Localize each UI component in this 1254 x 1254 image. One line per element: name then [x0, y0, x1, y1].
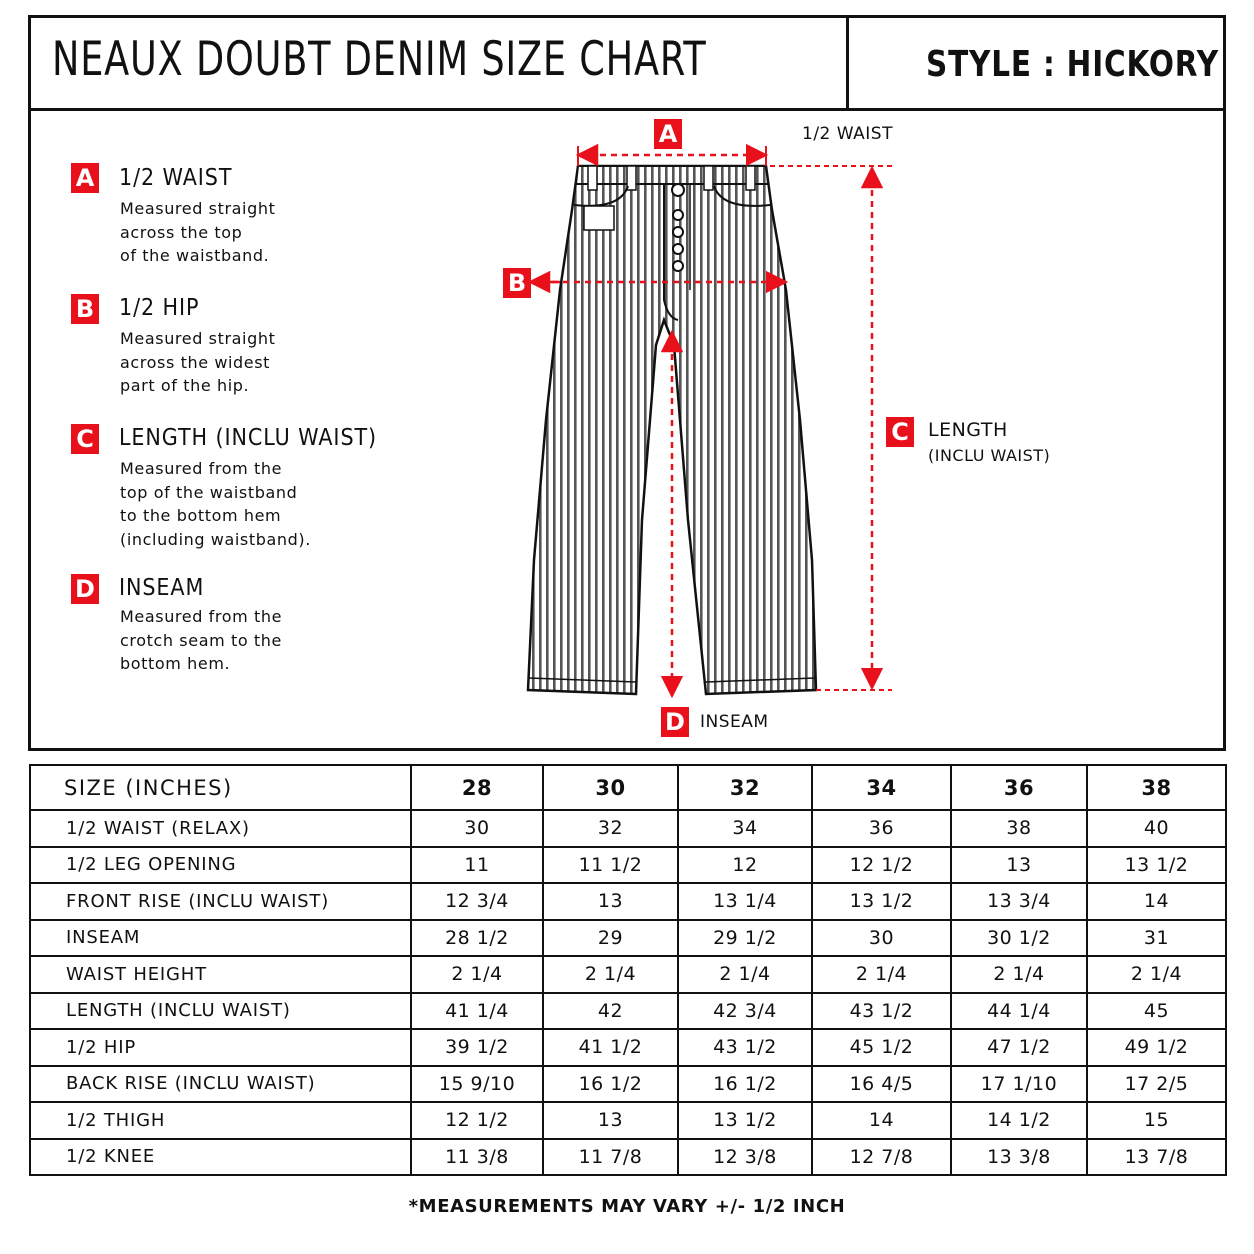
table-cell: 43 1/2 [812, 993, 951, 1030]
legend-a-title: 1/2 WAIST [119, 165, 233, 191]
table-cell: 12 3/4 [411, 883, 543, 920]
table-cell: 38 [951, 810, 1087, 847]
size-column-header: 28 [411, 765, 543, 810]
legend-b-title: 1/2 HIP [119, 295, 200, 321]
table-cell: 14 [812, 1102, 951, 1139]
table-cell: 30 [812, 920, 951, 957]
table-cell: 16 4/5 [812, 1066, 951, 1103]
diagram-c-badge: C [886, 417, 914, 447]
table-cell: 2 1/4 [678, 956, 812, 993]
diagram-b-badge: B [503, 268, 531, 298]
table-cell: 49 1/2 [1087, 1029, 1226, 1066]
table-cell: 12 1/2 [411, 1102, 543, 1139]
table-cell: 41 1/4 [411, 993, 543, 1030]
table-cell: 2 1/4 [543, 956, 678, 993]
legend-a-badge: A [71, 163, 99, 193]
table-cell: 47 1/2 [951, 1029, 1087, 1066]
size-table [29, 764, 1227, 1176]
table-cell: 11 7/8 [543, 1139, 678, 1176]
table-cell: 17 1/10 [951, 1066, 1087, 1103]
footnote: *MEASUREMENTS MAY VARY +/- 1/2 INCH [408, 1196, 846, 1217]
table-cell: 32 [543, 810, 678, 847]
size-column-header: 34 [812, 765, 951, 810]
jeans-waistband [576, 166, 768, 184]
table-row [30, 810, 1226, 847]
table-cell: 42 3/4 [678, 993, 812, 1030]
table-cell: 30 1/2 [951, 920, 1087, 957]
size-header-label: SIZE (INCHES) [30, 765, 411, 810]
table-cell: 2 1/4 [411, 956, 543, 993]
table-row [30, 1139, 1226, 1176]
row-label: FRONT RISE (INCLU WAIST) [30, 883, 411, 920]
table-cell: 11 1/2 [543, 847, 678, 884]
row-label: INSEAM [30, 920, 411, 957]
table-cell: 2 1/4 [951, 956, 1087, 993]
size-column-header: 30 [543, 765, 678, 810]
table-cell: 31 [1087, 920, 1226, 957]
table-cell: 13 3/4 [951, 883, 1087, 920]
table-row [30, 1066, 1226, 1103]
table-row [30, 956, 1226, 993]
table-header-row [30, 765, 1226, 810]
legend-c-badge: C [71, 424, 99, 454]
row-label: 1/2 THIGH [30, 1102, 411, 1139]
row-label: WAIST HEIGHT [30, 956, 411, 993]
table-cell: 12 1/2 [812, 847, 951, 884]
table-cell: 14 [1087, 883, 1226, 920]
legend-b-description: Measured straight across the widest part of the hip. [120, 329, 276, 395]
table-cell: 17 2/5 [1087, 1066, 1226, 1103]
table-body [30, 810, 1226, 1175]
diagram-d-badge: D [661, 707, 689, 737]
table-cell: 36 [812, 810, 951, 847]
legend-c-title: LENGTH (INCLU WAIST) [119, 425, 378, 451]
table-cell: 16 1/2 [678, 1066, 812, 1103]
table-cell: 15 [1087, 1102, 1226, 1139]
table-cell: 30 [411, 810, 543, 847]
style-label: STYLE : HICKORY [926, 44, 1219, 85]
legend-b-badge: B [71, 294, 99, 324]
size-column-header: 38 [1087, 765, 1226, 810]
table-cell: 34 [678, 810, 812, 847]
table-cell: 42 [543, 993, 678, 1030]
table-row [30, 847, 1226, 884]
table-cell: 13 [543, 1102, 678, 1139]
table-cell: 39 1/2 [411, 1029, 543, 1066]
legend-d-title: INSEAM [119, 575, 205, 601]
table-cell: 13 1/2 [1087, 847, 1226, 884]
table-cell: 45 [1087, 993, 1226, 1030]
table-cell: 45 1/2 [812, 1029, 951, 1066]
row-label: BACK RISE (INCLU WAIST) [30, 1066, 411, 1103]
legend-a-description: Measured straight across the top of the waistband. [120, 199, 276, 265]
row-label: 1/2 WAIST (RELAX) [30, 810, 411, 847]
table-cell: 11 [411, 847, 543, 884]
table-row [30, 920, 1226, 957]
jeans-body [528, 166, 816, 694]
row-label: 1/2 HIP [30, 1029, 411, 1066]
table-cell: 14 1/2 [951, 1102, 1087, 1139]
size-column-header: 32 [678, 765, 812, 810]
table-cell: 28 1/2 [411, 920, 543, 957]
table-cell: 13 [951, 847, 1087, 884]
row-label: LENGTH (INCLU WAIST) [30, 993, 411, 1030]
table-cell: 13 1/2 [678, 1102, 812, 1139]
diagram-length-label: LENGTH [928, 419, 1008, 441]
table-cell: 2 1/4 [812, 956, 951, 993]
legend-c-description: Measured from the top of the waistband to the bottom hem (including waistband). [120, 459, 311, 549]
table-cell: 29 1/2 [678, 920, 812, 957]
table-row [30, 993, 1226, 1030]
table-cell: 41 1/2 [543, 1029, 678, 1066]
table-cell: 12 [678, 847, 812, 884]
diagram-waist-label: 1/2 WAIST [802, 124, 893, 144]
table-cell: 13 1/2 [812, 883, 951, 920]
table-cell: 13 3/8 [951, 1139, 1087, 1176]
table-cell: 44 1/4 [951, 993, 1087, 1030]
diagram-length-sublabel: (INCLU WAIST) [928, 446, 1051, 465]
table-cell: 13 7/8 [1087, 1139, 1226, 1176]
table-cell: 11 3/8 [411, 1139, 543, 1176]
legend-d-badge: D [71, 574, 99, 604]
row-label: 1/2 KNEE [30, 1139, 411, 1176]
table-cell: 29 [543, 920, 678, 957]
table-cell: 13 1/4 [678, 883, 812, 920]
table-cell: 13 [543, 883, 678, 920]
table-cell: 40 [1087, 810, 1226, 847]
table-row [30, 1102, 1226, 1139]
legend-d-description: Measured from the crotch seam to the bottom hem. [120, 607, 283, 673]
table-row [30, 883, 1226, 920]
page-title: NEAUX DOUBT DENIM SIZE CHART [52, 32, 707, 87]
diagram-a-badge: A [654, 119, 682, 149]
table-row [30, 1029, 1226, 1066]
diagram-inseam-label: INSEAM [700, 712, 769, 732]
table-cell: 15 9/10 [411, 1066, 543, 1103]
table-cell: 12 3/8 [678, 1139, 812, 1176]
size-column-header: 36 [951, 765, 1087, 810]
row-label: 1/2 LEG OPENING [30, 847, 411, 884]
table-cell: 16 1/2 [543, 1066, 678, 1103]
table-cell: 43 1/2 [678, 1029, 812, 1066]
table-cell: 12 7/8 [812, 1139, 951, 1176]
table-cell: 2 1/4 [1087, 956, 1226, 993]
